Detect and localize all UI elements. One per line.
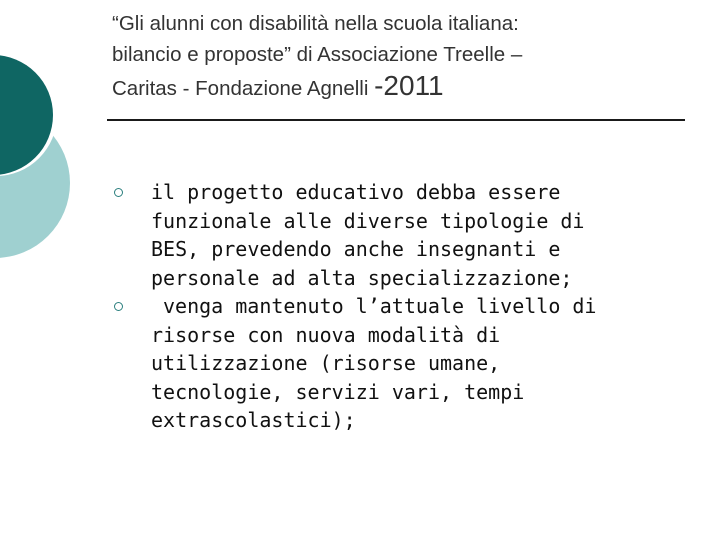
bullet-2-line-2: risorse con nuova modalità di xyxy=(151,322,501,347)
title-year: -2011 xyxy=(374,70,444,101)
bullet-list xyxy=(114,178,704,435)
slide-title xyxy=(112,8,702,104)
bullet-2-line-1: venga mantenuto l’attuale livello di xyxy=(163,294,597,318)
bullet-2-line-3: utilizzazione (risorse umane, xyxy=(151,351,501,375)
bullet-1-line-4: personale ad alta specializzazione; xyxy=(151,265,573,290)
title-line-2: bilancio e proposte” di Associazione Treelle – xyxy=(112,43,523,66)
title-line-3-text: Caritas - Fondazione Agnelli xyxy=(112,77,375,100)
title-line-1: “Gli alunni con disabilità nella scuola italiana: xyxy=(112,12,519,35)
decorative-circles xyxy=(0,0,110,300)
bullet-2-line-4: tecnologie, servizi vari, tempi xyxy=(151,379,525,404)
bullet-item xyxy=(114,178,704,292)
title-divider xyxy=(107,119,685,121)
bullet-item xyxy=(114,292,704,435)
bullet-2-line-5: extrascolastici); xyxy=(151,408,356,432)
circle-bullet-icon xyxy=(114,302,123,311)
circle-bullet-icon xyxy=(114,188,123,197)
bullet-1-line-3: BES, prevedendo anche insegnanti e xyxy=(151,237,561,261)
title-line-3 xyxy=(112,70,702,104)
bullet-1-line-1: il progetto educativo debba essere xyxy=(151,180,561,204)
bullet-1-line-2: funzionale alle diverse tipologie di xyxy=(151,208,585,233)
